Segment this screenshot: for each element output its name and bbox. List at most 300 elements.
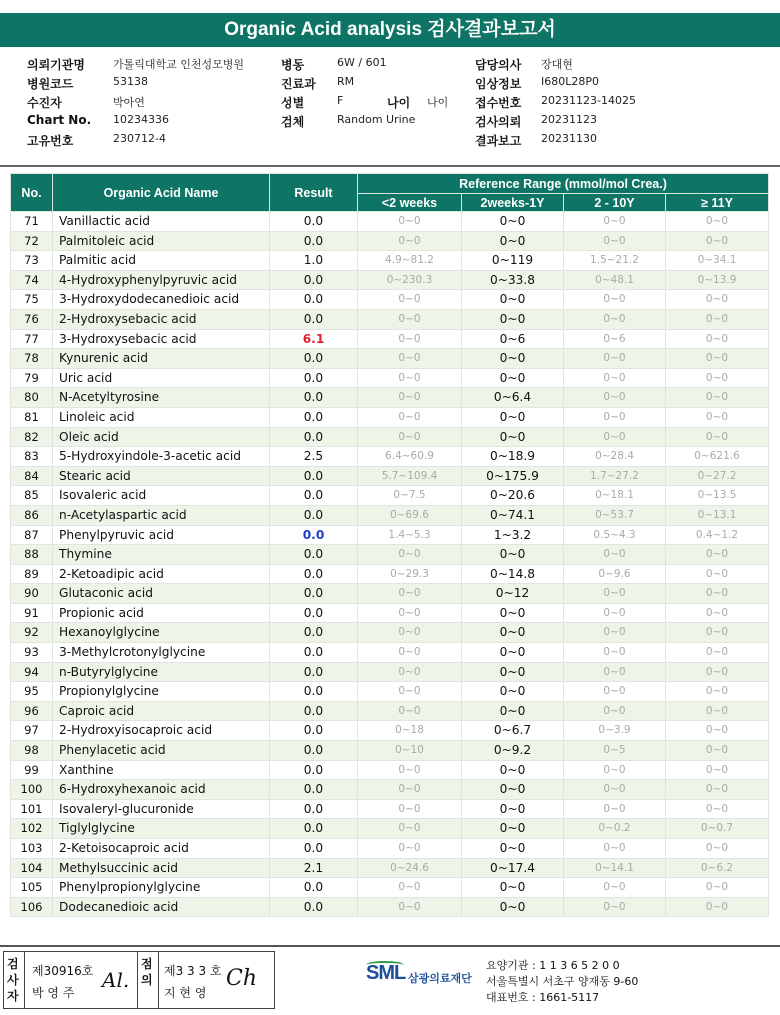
- table-row: [11, 780, 769, 800]
- row-result: [270, 741, 358, 761]
- row-acid-name: Palmitoleic acid: [53, 231, 270, 251]
- row-ref-2-10y: 0~0: [564, 623, 666, 643]
- row-ref-2w-1y: 0~6.7: [462, 721, 564, 741]
- row-ref-lt2w: 0~0: [358, 799, 462, 819]
- header-ref-ge11y: ≥ 11Y: [666, 194, 769, 212]
- row-ref-ge11y: 0~6.2: [666, 858, 769, 878]
- result-value: 6.1: [302, 331, 325, 346]
- row-result: [270, 701, 358, 721]
- row-ref-2w-1y: 0~18.9: [462, 447, 564, 467]
- result-value: 0.0: [303, 880, 324, 895]
- row-no: 94: [11, 662, 53, 682]
- row-no: 103: [11, 839, 53, 859]
- row-ref-ge11y: 0~0: [666, 388, 769, 408]
- row-acid-name: Thymine: [53, 545, 270, 565]
- row-result: [270, 839, 358, 859]
- result-value: 0.0: [303, 507, 324, 522]
- row-ref-lt2w: 0~0: [358, 819, 462, 839]
- result-value: 0.0: [303, 821, 324, 836]
- result-value: 0.0: [303, 899, 324, 914]
- row-no: 101: [11, 799, 53, 819]
- row-no: 77: [11, 329, 53, 349]
- result-value: 0.0: [303, 488, 324, 503]
- value-requesting-institution: 가톨릭대학교 인천성모병원: [113, 58, 245, 71]
- row-result: [270, 897, 358, 917]
- row-ref-2w-1y: 0~0: [462, 231, 564, 251]
- row-acid-name: Uric acid: [53, 368, 270, 388]
- row-ref-ge11y: 0~27.2: [666, 466, 769, 486]
- value-ward: 6W / 601: [337, 56, 387, 69]
- result-value: 0.0: [303, 272, 324, 287]
- row-ref-2-10y: 0~0: [564, 290, 666, 310]
- result-value: 0.0: [303, 782, 324, 797]
- header-no: No.: [11, 174, 53, 212]
- row-acid-name: Kynurenic acid: [53, 349, 270, 369]
- row-ref-lt2w: 0~10: [358, 741, 462, 761]
- row-ref-lt2w: 0~0: [358, 290, 462, 310]
- row-acid-name: n-Acetylaspartic acid: [53, 505, 270, 525]
- row-ref-ge11y: 0~34.1: [666, 251, 769, 271]
- row-no: 83: [11, 447, 53, 467]
- row-ref-lt2w: 0~0: [358, 309, 462, 329]
- table-row: [11, 329, 769, 349]
- row-ref-lt2w: 0~0: [358, 701, 462, 721]
- row-no: 87: [11, 525, 53, 545]
- row-ref-2w-1y: 0~0: [462, 545, 564, 565]
- table-row: [11, 270, 769, 290]
- row-ref-2w-1y: 0~0: [462, 780, 564, 800]
- table-row: [11, 741, 769, 761]
- row-ref-ge11y: 0~0: [666, 662, 769, 682]
- row-no: 74: [11, 270, 53, 290]
- result-value: 0.0: [303, 645, 324, 660]
- row-ref-lt2w: 0~0: [358, 545, 462, 565]
- row-result: [270, 329, 358, 349]
- row-ref-2w-1y: 0~0: [462, 897, 564, 917]
- row-ref-lt2w: 0~230.3: [358, 270, 462, 290]
- header-ref-2w-1y: 2weeks-1Y: [462, 194, 564, 212]
- header-result: Result: [270, 174, 358, 212]
- table-row: [11, 564, 769, 584]
- row-ref-ge11y: 0~0: [666, 799, 769, 819]
- row-acid-name: Stearic acid: [53, 466, 270, 486]
- row-ref-2-10y: 0~0: [564, 760, 666, 780]
- header-name: Organic Acid Name: [53, 174, 270, 212]
- value-patient: 박아연: [113, 96, 145, 109]
- table-row: [11, 643, 769, 663]
- results-body: [11, 212, 769, 917]
- row-result: [270, 662, 358, 682]
- header-ref-2-10y: 2 - 10Y: [564, 194, 666, 212]
- row-ref-2-10y: 0~0: [564, 349, 666, 369]
- row-no: 89: [11, 564, 53, 584]
- table-row: [11, 525, 769, 545]
- row-acid-name: Oleic acid: [53, 427, 270, 447]
- row-acid-name: 2-Ketoadipic acid: [53, 564, 270, 584]
- row-ref-2w-1y: 0~0: [462, 839, 564, 859]
- row-ref-2-10y: 0~0: [564, 878, 666, 898]
- row-ref-ge11y: 0~0: [666, 741, 769, 761]
- table-row: [11, 839, 769, 859]
- table-row: [11, 290, 769, 310]
- row-no: 90: [11, 584, 53, 604]
- row-no: 95: [11, 682, 53, 702]
- row-ref-2w-1y: 0~119: [462, 251, 564, 271]
- table-row: [11, 505, 769, 525]
- row-ref-2-10y: 0~0: [564, 682, 666, 702]
- row-acid-name: Tiglylglycine: [53, 819, 270, 839]
- row-ref-2-10y: 0~0: [564, 212, 666, 232]
- row-acid-name: Propionic acid: [53, 603, 270, 623]
- row-no: 99: [11, 760, 53, 780]
- row-result: [270, 270, 358, 290]
- result-value: 0.0: [303, 214, 324, 228]
- row-acid-name: Phenylacetic acid: [53, 741, 270, 761]
- label-department: 진료과: [281, 77, 316, 91]
- signature-box: [3, 951, 275, 1009]
- row-acid-name: 2-Hydroxyisocaproic acid: [53, 721, 270, 741]
- row-acid-name: 2-Ketoisocaproic acid: [53, 839, 270, 859]
- row-ref-2w-1y: 0~20.6: [462, 486, 564, 506]
- row-acid-name: 3-Methylcrotonylglycine: [53, 643, 270, 663]
- label-patient: 수진자: [27, 96, 62, 110]
- row-ref-2-10y: 0~0: [564, 388, 666, 408]
- result-value: 0.0: [303, 566, 324, 581]
- row-ref-ge11y: 0~0: [666, 897, 769, 917]
- row-ref-ge11y: 0~0: [666, 603, 769, 623]
- result-value: 0.0: [303, 625, 324, 640]
- row-ref-2w-1y: 0~0: [462, 368, 564, 388]
- row-ref-2w-1y: 0~0: [462, 309, 564, 329]
- result-value: 2.1: [303, 860, 324, 875]
- row-ref-2w-1y: 0~9.2: [462, 741, 564, 761]
- row-result: [270, 349, 358, 369]
- row-acid-name: Isovaleric acid: [53, 486, 270, 506]
- row-ref-ge11y: 0~0: [666, 368, 769, 388]
- row-no: 79: [11, 368, 53, 388]
- row-no: 71: [11, 212, 53, 232]
- row-ref-2-10y: 0~0: [564, 309, 666, 329]
- row-acid-name: 4-Hydroxyphenylpyruvic acid: [53, 270, 270, 290]
- row-acid-name: Hexanoylglycine: [53, 623, 270, 643]
- row-ref-2w-1y: 0~0: [462, 643, 564, 663]
- row-acid-name: Isovaleryl-glucuronide: [53, 799, 270, 819]
- row-ref-2w-1y: 0~175.9: [462, 466, 564, 486]
- row-ref-2w-1y: 0~6: [462, 329, 564, 349]
- confirmer-name: 지 현 영: [164, 986, 207, 1000]
- table-row: [11, 760, 769, 780]
- result-value: 0.0: [303, 351, 324, 366]
- row-no: 84: [11, 466, 53, 486]
- row-result: [270, 858, 358, 878]
- result-value: 2.5: [303, 449, 324, 464]
- row-ref-lt2w: 0~29.3: [358, 564, 462, 584]
- label-age: 나이: [387, 96, 411, 110]
- row-ref-2w-1y: 0~0: [462, 799, 564, 819]
- table-row: [11, 701, 769, 721]
- row-ref-ge11y: 0~0: [666, 878, 769, 898]
- row-ref-2-10y: 0~5: [564, 741, 666, 761]
- row-acid-name: 5-Hydroxyindole-3-acetic acid: [53, 447, 270, 467]
- label-sex: 성별: [281, 96, 305, 110]
- row-no: 98: [11, 741, 53, 761]
- row-ref-lt2w: 0~0: [358, 231, 462, 251]
- row-acid-name: 3-Hydroxysebacic acid: [53, 329, 270, 349]
- row-ref-lt2w: 0~0: [358, 427, 462, 447]
- value-specimen: Random Urine: [337, 113, 416, 126]
- row-ref-ge11y: 0~13.1: [666, 505, 769, 525]
- divider: [0, 165, 780, 167]
- org-address: 서울특별시 서초구 양재동 9-60: [486, 975, 639, 988]
- row-ref-lt2w: 0~0: [358, 897, 462, 917]
- value-sex: F: [337, 94, 344, 107]
- row-ref-lt2w: 0~69.6: [358, 505, 462, 525]
- row-result: [270, 427, 358, 447]
- row-ref-lt2w: 1.4~5.3: [358, 525, 462, 545]
- org-code: 요양기관 : 1 1 3 6 5 2 0 0: [486, 959, 620, 972]
- row-ref-2w-1y: 0~74.1: [462, 505, 564, 525]
- row-ref-2-10y: 0~9.6: [564, 564, 666, 584]
- row-ref-ge11y: 0~0: [666, 643, 769, 663]
- row-ref-ge11y: 0~0: [666, 309, 769, 329]
- row-no: 76: [11, 309, 53, 329]
- row-ref-2w-1y: 0~0: [462, 349, 564, 369]
- row-ref-ge11y: 0~0: [666, 623, 769, 643]
- row-ref-ge11y: 0~0: [666, 349, 769, 369]
- row-result: [270, 388, 358, 408]
- table-row: [11, 545, 769, 565]
- row-acid-name: Propionylglycine: [53, 682, 270, 702]
- confirmer-label: 점의: [141, 957, 153, 987]
- row-ref-2-10y: 1.5~21.2: [564, 251, 666, 271]
- row-ref-lt2w: 0~0: [358, 623, 462, 643]
- row-ref-2-10y: 0~0: [564, 545, 666, 565]
- row-ref-lt2w: 0~0: [358, 584, 462, 604]
- result-value: 0.0: [303, 605, 324, 620]
- row-result: [270, 251, 358, 271]
- row-ref-2w-1y: 0~0: [462, 623, 564, 643]
- row-ref-ge11y: 0~0: [666, 682, 769, 702]
- result-value: 0.0: [303, 468, 324, 483]
- table-row: [11, 309, 769, 329]
- row-result: [270, 212, 358, 232]
- row-result: [270, 878, 358, 898]
- result-value: 0.0: [303, 801, 324, 816]
- row-ref-2-10y: 0.5~4.3: [564, 525, 666, 545]
- row-result: [270, 407, 358, 427]
- value-doctor: 장대현: [541, 58, 573, 71]
- row-no: 105: [11, 878, 53, 898]
- table-row: [11, 212, 769, 232]
- row-result: [270, 486, 358, 506]
- row-ref-lt2w: 0~0: [358, 603, 462, 623]
- row-acid-name: Xanthine: [53, 760, 270, 780]
- row-result: [270, 584, 358, 604]
- organization-info: [486, 958, 638, 1006]
- row-acid-name: Vanillactic acid: [53, 212, 270, 232]
- row-no: 82: [11, 427, 53, 447]
- row-ref-lt2w: 0~0: [358, 839, 462, 859]
- table-row: [11, 878, 769, 898]
- row-ref-ge11y: 0~0: [666, 839, 769, 859]
- table-row: [11, 584, 769, 604]
- examiner-signature: Al.: [102, 968, 130, 992]
- label-receipt-no: 접수번호: [475, 96, 522, 110]
- result-value: 0.0: [303, 311, 324, 326]
- result-value: 0.0: [302, 527, 325, 542]
- row-ref-lt2w: 0~0: [358, 212, 462, 232]
- org-phone: 대표번호 : 1661-5117: [486, 991, 600, 1004]
- row-ref-2-10y: 0~0: [564, 780, 666, 800]
- row-result: [270, 564, 358, 584]
- row-ref-ge11y: 0~0: [666, 584, 769, 604]
- row-result: [270, 721, 358, 741]
- row-ref-lt2w: 0~0: [358, 780, 462, 800]
- row-ref-ge11y: 0~13.9: [666, 270, 769, 290]
- row-ref-ge11y: 0~0: [666, 407, 769, 427]
- row-ref-lt2w: 0~0: [358, 878, 462, 898]
- footer-divider: [0, 945, 780, 947]
- row-ref-2w-1y: 0~0: [462, 819, 564, 839]
- value-report-date: 20231130: [541, 132, 597, 145]
- row-result: [270, 545, 358, 565]
- row-ref-ge11y: 0~0: [666, 427, 769, 447]
- row-ref-lt2w: 4.9~81.2: [358, 251, 462, 271]
- row-result: [270, 780, 358, 800]
- row-ref-ge11y: 0~0: [666, 329, 769, 349]
- value-hospital-code: 53138: [113, 75, 148, 88]
- row-ref-2w-1y: 0~12: [462, 584, 564, 604]
- row-no: 91: [11, 603, 53, 623]
- result-value: 0.0: [303, 664, 324, 679]
- row-result: [270, 760, 358, 780]
- row-no: 93: [11, 643, 53, 663]
- result-value: 0.0: [303, 586, 324, 601]
- value-chart-no: 10234336: [113, 113, 169, 126]
- row-result: [270, 819, 358, 839]
- row-ref-lt2w: 0~24.6: [358, 858, 462, 878]
- row-ref-lt2w: 0~0: [358, 329, 462, 349]
- row-ref-ge11y: 0~0: [666, 545, 769, 565]
- row-ref-lt2w: 0~0: [358, 662, 462, 682]
- result-value: 0.0: [303, 409, 324, 424]
- row-ref-2w-1y: 0~14.8: [462, 564, 564, 584]
- label-request-date: 검사의뢰: [475, 115, 522, 129]
- row-ref-lt2w: 0~0: [358, 760, 462, 780]
- row-result: [270, 466, 358, 486]
- row-no: 97: [11, 721, 53, 741]
- table-row: [11, 819, 769, 839]
- row-ref-ge11y: 0~0: [666, 721, 769, 741]
- row-ref-2w-1y: 0~0: [462, 662, 564, 682]
- value-receipt-no: 20231123-14025: [541, 94, 636, 107]
- table-row: [11, 897, 769, 917]
- label-clinical-info: 임상정보: [475, 77, 522, 91]
- row-ref-ge11y: 0~0.7: [666, 819, 769, 839]
- row-ref-2w-1y: 0~0: [462, 760, 564, 780]
- row-ref-ge11y: 0~13.5: [666, 486, 769, 506]
- row-result: [270, 603, 358, 623]
- table-row: [11, 231, 769, 251]
- label-hospital-code: 병원코드: [27, 77, 74, 91]
- result-value: 0.0: [303, 841, 324, 855]
- row-ref-lt2w: 5.7~109.4: [358, 466, 462, 486]
- row-no: 78: [11, 349, 53, 369]
- row-no: 88: [11, 545, 53, 565]
- row-ref-2w-1y: 0~6.4: [462, 388, 564, 408]
- row-ref-2w-1y: 0~17.4: [462, 858, 564, 878]
- row-ref-lt2w: 6.4~60.9: [358, 447, 462, 467]
- row-ref-ge11y: 0~0: [666, 564, 769, 584]
- label-chart-no: Chart No.: [27, 113, 92, 127]
- row-ref-lt2w: 0~0: [358, 349, 462, 369]
- table-row: [11, 349, 769, 369]
- row-ref-ge11y: 0~621.6: [666, 447, 769, 467]
- table-row: [11, 407, 769, 427]
- row-no: 75: [11, 290, 53, 310]
- row-acid-name: 3-Hydroxydodecanedioic acid: [53, 290, 270, 310]
- row-ref-2-10y: 0~0: [564, 799, 666, 819]
- header-reference-range: Reference Range (mmol/mol Crea.): [358, 174, 769, 194]
- table-row: [11, 388, 769, 408]
- row-acid-name: Caproic acid: [53, 701, 270, 721]
- row-ref-2-10y: 0~3.9: [564, 721, 666, 741]
- row-result: [270, 799, 358, 819]
- row-ref-lt2w: 0~0: [358, 407, 462, 427]
- confirmer-signature: Ch: [226, 966, 258, 991]
- row-ref-2-10y: 0~0: [564, 839, 666, 859]
- row-ref-lt2w: 0~18: [358, 721, 462, 741]
- row-no: 72: [11, 231, 53, 251]
- row-ref-2-10y: 0~18.1: [564, 486, 666, 506]
- row-ref-2-10y: 0~28.4: [564, 447, 666, 467]
- row-result: [270, 309, 358, 329]
- row-acid-name: Phenylpropionylglycine: [53, 878, 270, 898]
- row-acid-name: Dodecanedioic acid: [53, 897, 270, 917]
- row-acid-name: N-Acetyltyrosine: [53, 388, 270, 408]
- row-no: 106: [11, 897, 53, 917]
- label-report-date: 결과보고: [475, 134, 522, 148]
- row-no: 80: [11, 388, 53, 408]
- row-ref-2-10y: 0~0: [564, 662, 666, 682]
- result-value: 0.0: [303, 390, 324, 405]
- result-value: 0.0: [303, 547, 324, 562]
- result-value: 0.0: [303, 762, 324, 777]
- table-row: [11, 682, 769, 702]
- table-row: [11, 799, 769, 819]
- value-unique-no: 230712-4: [113, 132, 166, 145]
- table-row: [11, 368, 769, 388]
- row-no: 102: [11, 819, 53, 839]
- table-row: [11, 466, 769, 486]
- result-value: 0.0: [303, 233, 324, 248]
- table-row: [11, 447, 769, 467]
- row-ref-2w-1y: 0~0: [462, 212, 564, 232]
- results-table: [10, 173, 769, 917]
- row-ref-2w-1y: 0~0: [462, 878, 564, 898]
- row-ref-2w-1y: 0~33.8: [462, 270, 564, 290]
- row-acid-name: Phenylpyruvic acid: [53, 525, 270, 545]
- row-acid-name: Methylsuccinic acid: [53, 858, 270, 878]
- report-title: Organic Acid analysis 검사결과보고서: [0, 13, 780, 47]
- table-row: [11, 251, 769, 271]
- row-result: [270, 290, 358, 310]
- row-ref-ge11y: 0~0: [666, 780, 769, 800]
- row-ref-2-10y: 1.7~27.2: [564, 466, 666, 486]
- row-result: [270, 643, 358, 663]
- row-ref-2w-1y: 0~0: [462, 603, 564, 623]
- row-no: 100: [11, 780, 53, 800]
